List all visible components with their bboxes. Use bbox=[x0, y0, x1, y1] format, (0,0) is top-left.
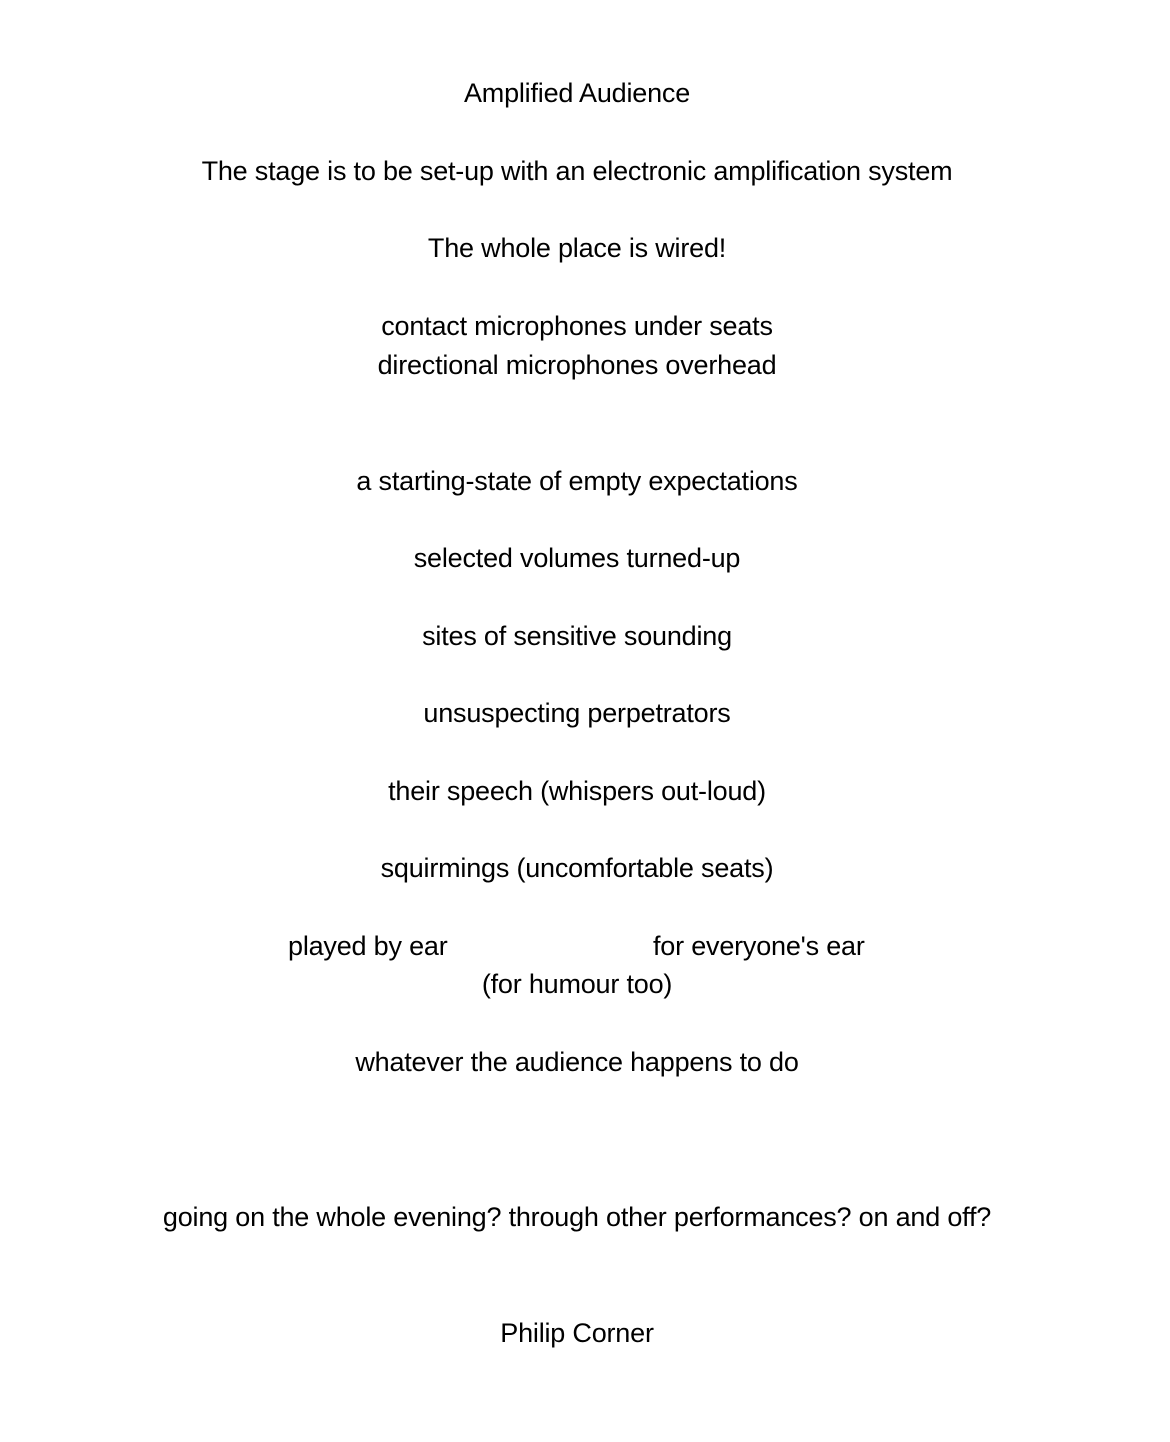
text-line-squirmings: squirmings (uncomfortable seats) bbox=[380, 853, 774, 883]
text-line-humour: (for humour too) bbox=[481, 969, 673, 999]
text-line-question: going on the whole evening? through other performances? on and off? bbox=[162, 1202, 992, 1232]
text-line-starting-state: a starting-state of empty expectations bbox=[356, 466, 798, 496]
text-line-stage: The stage is to be set-up with an electronic amplification system bbox=[201, 156, 953, 186]
document-title: Amplified Audience bbox=[463, 78, 691, 108]
text-for-everyones-ear: for everyone's ear bbox=[653, 931, 865, 961]
text-line-volumes: selected volumes turned-up bbox=[413, 543, 741, 573]
author-name: Philip Corner bbox=[500, 1318, 654, 1348]
text-line-whatever: whatever the audience happens to do bbox=[355, 1047, 799, 1077]
text-line-sites: sites of sensitive sounding bbox=[422, 621, 732, 651]
text-line-contact-mics: contact microphones under seats bbox=[381, 311, 773, 341]
text-line-speech: their speech (whispers out-loud) bbox=[388, 776, 766, 806]
text-line-wired: The whole place is wired! bbox=[427, 233, 727, 263]
text-line-perpetrators: unsuspecting perpetrators bbox=[423, 698, 731, 728]
text-played-by-ear: played by ear bbox=[288, 931, 448, 961]
text-line-directional-mics: directional microphones overhead bbox=[377, 350, 777, 380]
